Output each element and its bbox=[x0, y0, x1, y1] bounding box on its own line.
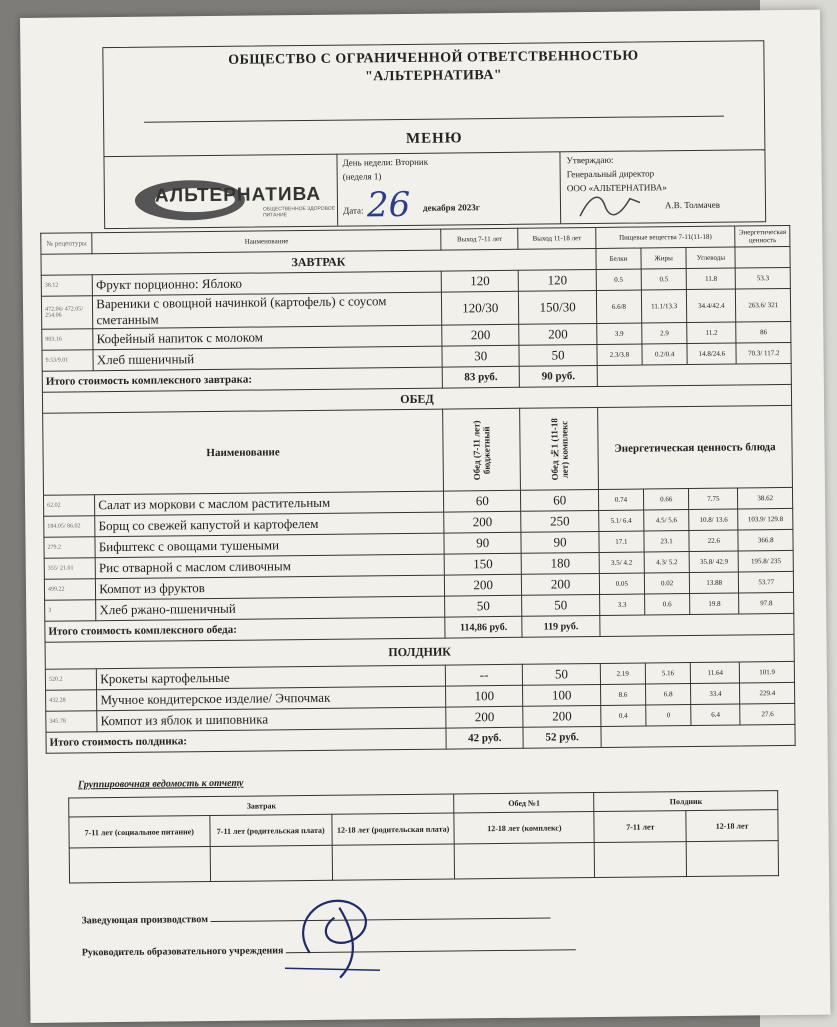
table-row: 38.12 Фрукт порционно: Яблоко 120 120 0.5 0.5 11.8 53.3 bbox=[41, 267, 790, 296]
col-header: Выход 7-11 лет bbox=[441, 228, 519, 250]
table-row: 62.02 Салат из моркови с маслом растительным 60 60 0.74 0.66 7.75 38.62 bbox=[43, 487, 792, 516]
total-row: Итого стоимость полдника: 42 руб. 52 руб. bbox=[46, 724, 795, 753]
table-row: 903.16 Кофейный напиток с молоком 200 200 3.9 2.9 11.2 86 bbox=[42, 321, 791, 350]
table-row: 432.28 Мучное кондитерское изделие/ Эчпочмак 100 100 8.6 6.8 33.4 229.4 bbox=[46, 682, 795, 711]
table-row: 520.2 Крокеты картофельные -- 50 2.19 5.16 11.64 101.9 bbox=[45, 661, 794, 690]
section-title: ЗАВТРАК bbox=[41, 248, 596, 275]
divider bbox=[559, 151, 561, 223]
signature-icon bbox=[575, 190, 645, 221]
menu-document bbox=[20, 10, 830, 1023]
approve-label: Утверждаю: bbox=[566, 154, 614, 166]
approve-position: Генеральный директор bbox=[566, 168, 655, 180]
section-title: ОБЕД bbox=[42, 384, 791, 413]
table-row: 184.05/ 86.02 Борщ со свежей капустой и картофелем 200 250 5.1/ 6.4 4.5/ 5.6 10.8/ 13.6 103.9/ 129.8 bbox=[44, 508, 793, 537]
company-logo bbox=[135, 174, 356, 226]
table-row: 345.78 Компот из яблок и шиповника 200 200 0.4 0 6.4 27.6 bbox=[46, 703, 795, 732]
table-row: 9.53/9.01 Хлеб пшеничный 30 50 2.3/3.8 0.2/0.4 14.8/24.6 70.3/ 117.2 bbox=[42, 342, 791, 371]
total-row: Итого стоимость комплексного завтрака: 83 руб. 90 руб. bbox=[42, 363, 791, 392]
divider bbox=[104, 149, 764, 157]
approve-name: А.В. Толмачев bbox=[664, 199, 721, 211]
group-statement-title: Группировочная ведомость к отчету bbox=[77, 777, 244, 791]
col-header: Наименование bbox=[43, 409, 444, 495]
col-header: Энергетическая ценность bbox=[735, 225, 790, 247]
col-header: Пищевые вещества 7-11(11-18) bbox=[596, 226, 736, 248]
total-row: Итого стоимость комплексного обеда: 114,86 руб. 119 руб. bbox=[45, 613, 794, 642]
date-label: Дата: bbox=[342, 205, 364, 216]
table-row: 3 Хлеб ржано-пшеничный 50 50 3.3 0.6 19.8 97.8 bbox=[45, 592, 794, 621]
day-of-week: День недели: Вторник bbox=[342, 156, 429, 168]
org-name-line2: "АЛЬТЕРНАТИВА" bbox=[365, 67, 503, 85]
col-header: Обед №1 (11-18 лет) комплекс bbox=[548, 417, 570, 481]
col-header: Углеводы bbox=[686, 247, 735, 269]
section-title: ПОЛДНИК bbox=[45, 634, 794, 669]
col-header: Выход 11-18 лет bbox=[518, 227, 596, 249]
col-header: Обед (7-11 лет) бюджетный bbox=[471, 419, 492, 480]
approve-company: ООО «АЛЬТЕРНАТИВА» bbox=[566, 182, 667, 194]
head-label: Руководитель образовательного учреждения bbox=[81, 945, 284, 959]
col-header: № рецептуры bbox=[41, 233, 92, 255]
col-header: Жиры bbox=[641, 248, 686, 269]
page-title: МЕНЮ bbox=[405, 130, 463, 147]
col-header: Наименование bbox=[92, 229, 441, 254]
col-header: Белки bbox=[596, 248, 641, 269]
handwritten-date: 26 bbox=[366, 184, 411, 226]
col-header: Энергетическая ценность блюда bbox=[597, 405, 792, 489]
table-row: 279.2 Бифштекс с овощами тушеными 90 90 17.1 23.1 22.6 366.8 bbox=[44, 529, 793, 558]
divider bbox=[144, 116, 724, 123]
group-statement-table: Завтрак Обед №1 Полдник 7-11 лет (социальное питание) 7-11 лет (родительская плата) 12-18 лет (родительская плата) 12-18 лет (комплекс) 7-11 лет 12-18 лет bbox=[68, 790, 779, 883]
document-header bbox=[102, 40, 766, 229]
week-number: (неделя 1) bbox=[342, 171, 382, 182]
chef-label: Заведующая производством bbox=[81, 914, 209, 927]
handwritten-signature-icon bbox=[279, 882, 390, 983]
logo-text: АЛЬТЕРНАТИВА bbox=[154, 183, 322, 207]
table-row: 472.06/ 472.05/ 254.06 Вареники с овощной начинкой (картофель) с соусом сметанным 120/30 150/30 6.6/8 11.1/13.3 34.4/42.4 263.6/ 321 bbox=[41, 288, 790, 329]
menu-table bbox=[40, 225, 795, 754]
table-row: 355/ 21.01 Рис отварной с маслом сливочным 150 180 3.5/ 4.2 4.3/ 5.2 35.8/ 42.9 195.8/ 235 bbox=[44, 550, 793, 579]
table-row: 499.22 Компот из фруктов 200 200 0.05 0.02 13.88 53.77 bbox=[44, 571, 793, 600]
date-month-year: декабря 2023г bbox=[422, 202, 480, 213]
logo-subtext: ОБЩЕСТВЕННОЕ ЗДОРОВОЕ ПИТАНИЕ bbox=[262, 205, 336, 219]
org-name-line1: ОБЩЕСТВО С ОГРАНИЧЕННОЙ ОТВЕТСТВЕННОСТЬЮ bbox=[228, 48, 639, 68]
